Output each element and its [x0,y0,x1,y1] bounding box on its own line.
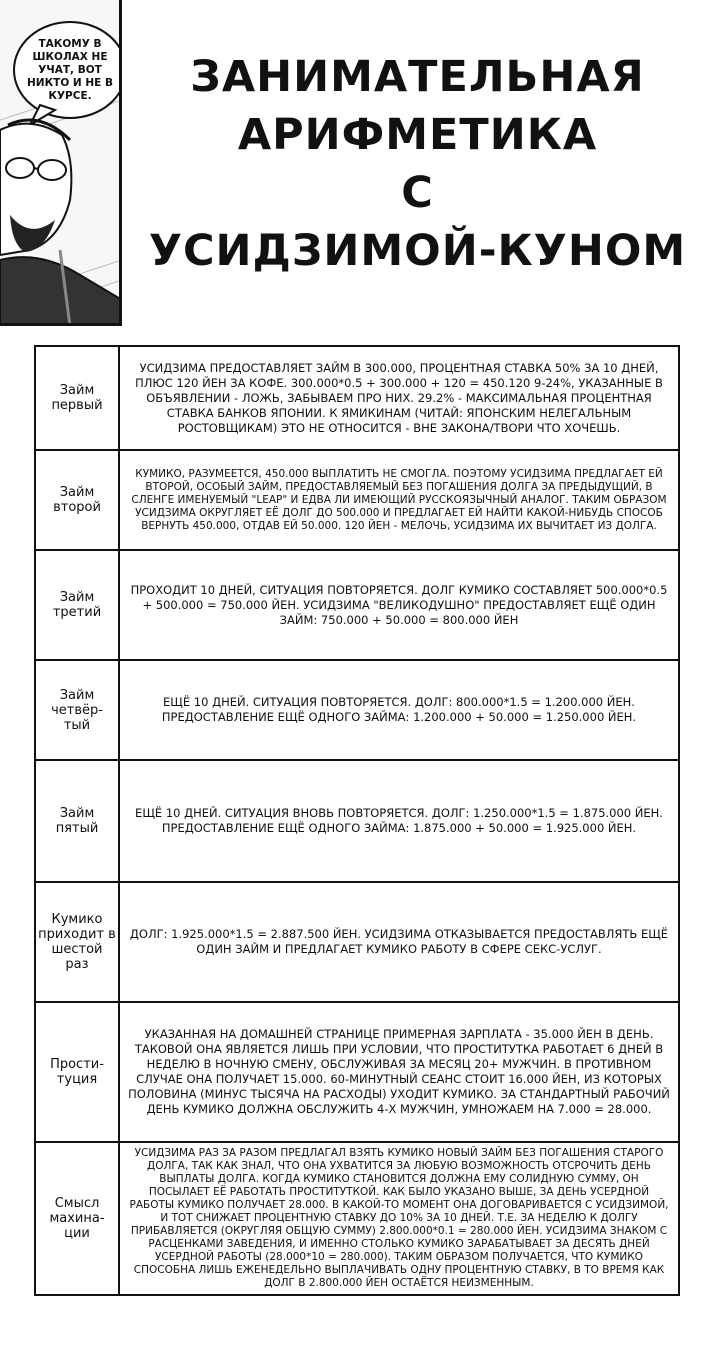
row-label: Займ второй [35,450,119,550]
row-text: ПРОХОДИТ 10 ДНЕЙ, СИТУАЦИЯ ПОВТОРЯЕТСЯ. ДОЛГ КУМИКО СОСТАВЛЯЕТ 500.000*0.5 + 500.000 = 750.000 ЙЕН. УСИДЗИМА "ВЕЛИКОДУШНО" ПРЕДОСТАВЛЯЕТ ЕЩЁ ОДИН ЗАЙМ: 750.000 + 50.000 = 800.000 ЙЕН [119,550,679,660]
row-label: Займ четвёр-тый [35,660,119,760]
table-row [35,660,679,760]
table-row [35,346,679,450]
row-text: УКАЗАННАЯ НА ДОМАШНЕЙ СТРАНИЦЕ ПРИМЕРНАЯ ЗАРПЛАТА - 35.000 ЙЕН В ДЕНЬ. ТАКОВОЙ ОНА ЯВЛЯЕТСЯ ЛИШЬ ПРИ УСЛОВИИ, ЧТО ПРОСТИТУТКА РАБОТАЕТ 6 ДНЕЙ В НЕДЕЛЮ В НОЧНУЮ СМЕНУ, ОБСЛУЖИВАЯ ЗА МЕСЯЦ 20+ МУЖЧИН. В ПРОТИВНОМ СЛУЧАЕ ОНА ПОЛУЧАЕТ 15.000. 60-МИНУТНЫЙ СЕАНС СТОИТ 16.000 ЙЕН, ИЗ КОТОРЫХ ПОЛОВИНА (МИНУС ТЫСЯЧА НА РАСХОДЫ) УХОДИТ КУМИКО. ЗА СТАНДАРТНЫЙ РАБОЧИЙ ДЕНЬ КУМИКО ДОЛЖНА ОБСЛУЖИТЬ 4-Х МУЖЧИН, УМНОЖАЕМ НА 7.000 = 28.000. [119,1002,679,1142]
title-line-3: С [401,168,434,218]
row-text: ЕЩЁ 10 ДНЕЙ. СИТУАЦИЯ ВНОВЬ ПОВТОРЯЕТСЯ. ДОЛГ: 1.250.000*1.5 = 1.875.000 ЙЕН. ПРЕДОСТАВЛЕНИЕ ЕЩЁ ОДНОГО ЗАЙМА: 1.875.000 + 50.000 = 1.925.000 ЙЕН. [119,760,679,882]
table-row [35,450,679,550]
manga-panel [0,0,122,326]
table-row [35,882,679,1002]
row-label: Прости-туция [35,1002,119,1142]
row-text: ЕЩЁ 10 ДНЕЙ. СИТУАЦИЯ ПОВТОРЯЕТСЯ. ДОЛГ: 800.000*1.5 = 1.200.000 ЙЕН. ПРЕДОСТАВЛЕНИЕ ЕЩЁ ОДНОГО ЗАЙМА: 1.200.000 + 50.000 = 1.250.000 ЙЕН. [119,660,679,760]
speech-bubble-text: ТАКОМУ В ШКОЛАХ НЕ УЧАТ, ВОТ НИКТО И НЕ В КУРСЕ. [27,38,113,102]
title-line-1: ЗАНИМАТЕЛЬНАЯ [190,52,645,102]
title-line-2: АРИФМЕТИКА [237,110,598,160]
row-text: УСИДЗИМА ПРЕДОСТАВЛЯЕТ ЗАЙМ В 300.000, ПРОЦЕНТНАЯ СТАВКА 50% ЗА 10 ДНЕЙ, ПЛЮС 120 ЙЕН ЗА КОФЕ. 300.000*0.5 + 300.000 + 120 = 450.120 9-24%, УКАЗАННЫЕ В ОБЪЯВЛЕНИИ - ЛОЖЬ, ЗАБЫВАЕМ ПРО НИХ. 29.2% - МАКСИМАЛЬНАЯ ПРОЦЕНТНАЯ СТАВКА БАНКОВ ЯПОНИИ. К ЯМИКИНАМ (ЧИТАЙ: ЯПОНСКИМ НЕЛЕГАЛЬНЫМ РОСТОВЩИКАМ) ЭТО НЕ ОТНОСИТСЯ - ВНЕ ЗАКОНА/ТВОРИ ЧТО ХОЧЕШЬ. [119,346,679,450]
table-row [35,1002,679,1142]
page-title [130,48,705,280]
row-label: Займ третий [35,550,119,660]
row-label: Займ первый [35,346,119,450]
row-label: Кумико приходит в шестой раз [35,882,119,1002]
row-text: КУМИКО, РАЗУМЕЕТСЯ, 450.000 ВЫПЛАТИТЬ НЕ СМОГЛА. ПОЭТОМУ УСИДЗИМА ПРЕДЛАГАЕТ ЕЙ ВТОРОЙ, ОСОБЫЙ ЗАЙМ, ПРЕДОСТАВЛЯЕМЫЙ БЕЗ ПОГАШЕНИЯ ДОЛГА ЗА ПРЕДЫДУЩИЙ, В СЛЕНГЕ ИМЕНУЕМЫЙ "LEAP" И ЕДВА ЛИ ИМЕЮЩИЙ РУССКОЯЗЫЧНЫЙ АНАЛОГ. ТАКИМ ОБРАЗОМ УСИДЗИМА ОКРУГЛЯЕТ ЕЁ ДОЛГ ДО 500.000 И ПРЕДЛАГАЕТ ЕЙ НАЙТИ КАКОЙ-НИБУДЬ СПОСОБ ВЕРНУТЬ 450.000, ОТДАВ ЕЙ 50.000. 120 ЙЕН - МЕЛОЧЬ, УСИДЗИМА ИХ ВЫЧИТАЕТ ИЗ ДОЛГА. [119,450,679,550]
table-row [35,760,679,882]
row-label: Займ пятый [35,760,119,882]
row-text: ДОЛГ: 1.925.000*1.5 = 2.887.500 ЙЕН. УСИДЗИМА ОТКАЗЫВАЕТСЯ ПРЕДОСТАВЛЯТЬ ЕЩЁ ОДИН ЗАЙМ И ПРЕДЛАГАЕТ КУМИКО РАБОТУ В СФЕРЕ СЕКС-УСЛУГ. [119,882,679,1002]
table-row [35,1142,679,1295]
row-label: Смысл махина-ции [35,1142,119,1295]
title-line-4: УСИДЗИМОЙ-КУНОМ [148,226,687,276]
table-row [35,550,679,660]
row-text: УСИДЗИМА РАЗ ЗА РАЗОМ ПРЕДЛАГАЛ ВЗЯТЬ КУМИКО НОВЫЙ ЗАЙМ БЕЗ ПОГАШЕНИЯ СТАРОГО ДОЛГА, ТАК КАК ЗНАЛ, ЧТО ОНА УХВАТИТСЯ ЗА ЛЮБУЮ ВОЗМОЖНОСТЬ ОТСРОЧИТЬ ДЕНЬ ВЫПЛАТЫ ДОЛГА. КОГДА КУМИКО СТАНОВИТСЯ ДОЛЖНА ЕМУ СОЛИДНУЮ СУММУ, ОН ПОСЫЛАЕТ ЕЁ РАБОТАТЬ ПРОСТИТУТКОЙ. КАК БЫЛО УКАЗАНО ВЫШЕ, ЗА ДЕНЬ УСЕРДНОЙ РАБОТЫ КУМИКО ПОЛУЧАЕТ 28.000. В КАКОЙ-ТО МОМЕНТ ОНА ДОГОВАРИВАЕТСЯ С УСИДЗИМОЙ, И ТОТ СНИЖАЕТ ПРОЦЕНТНУЮ СТАВКУ ДО 10% ЗА 10 ДНЕЙ. Т.Е. ЗА НЕДЕЛЮ К ДОЛГУ ПРИБАВЛЯЕТСЯ (ОКРУГЛЯЯ ОБЩУЮ СУММУ) 2.800.000*0.1 = 280.000 ЙЕН. УСИДЗИМА ЗНАКОМ С РАСЦЕНКАМИ ЗАВЕДЕНИЯ, И ИМЕННО СТОЛЬКО КУМИКО ЗАРАБАТЫВАЕТ ЗА ДЕСЯТЬ ДНЕЙ УСЕРДНОЙ РАБОТЫ (28.000*10 = 280.000). ТАКИМ ОБРАЗОМ ПОЛУЧАЕТСЯ, ЧТО КУМИКО СПОСОБНА ЛИШЬ ЕЖЕНЕДЕЛЬНО ВЫПЛАЧИВАТЬ ОДНУ ПРОЦЕНТНУЮ СТАВКУ, В ТО ВРЕМЯ КАК ДОЛГ В 2.800.000 ЙЕН ОСТАЁТСЯ НЕИЗМЕННЫМ. [119,1142,679,1295]
loans-table [34,345,680,1296]
